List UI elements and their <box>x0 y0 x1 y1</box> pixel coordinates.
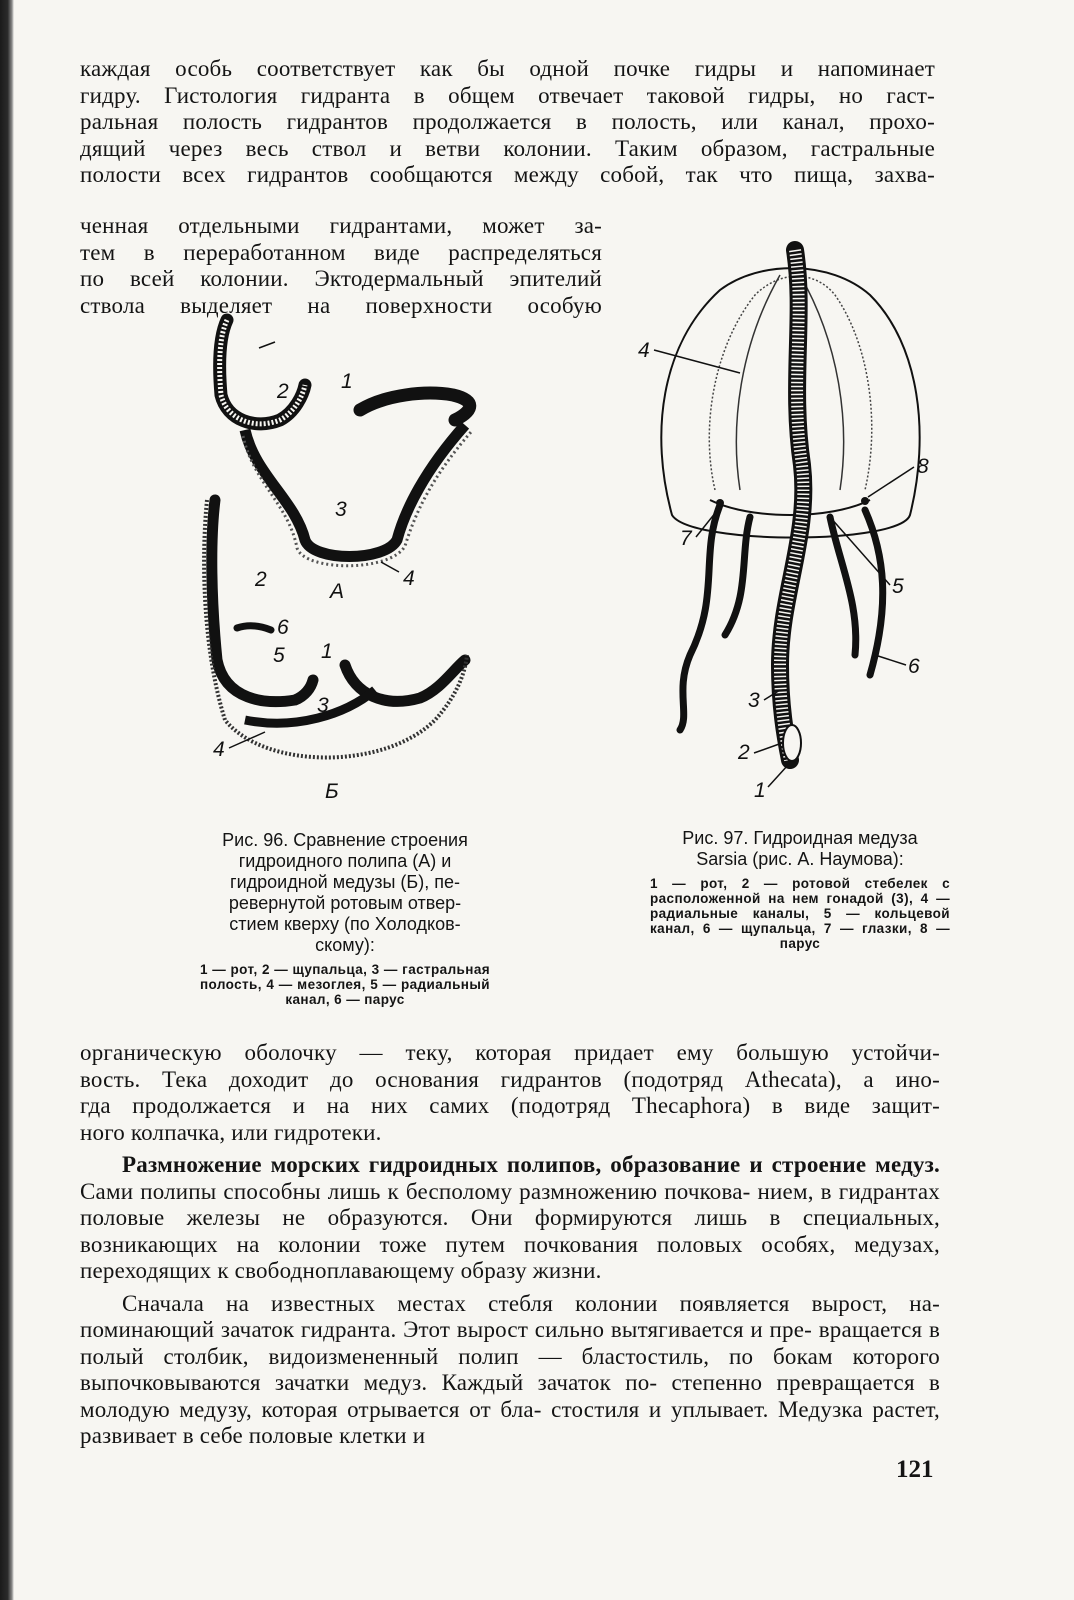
fig97-label: 2 <box>738 741 750 764</box>
fig97-label: 6 <box>908 655 920 678</box>
eye-spot <box>861 497 869 505</box>
top-paragraph <box>80 56 935 189</box>
text-line: нием, в гидрантах половые железы не образуются. Они формируются <box>80 1178 940 1230</box>
caption-line: ревернутой ротовым отвер- <box>228 893 462 913</box>
text-line: по всей колонии. Эктодермальный эпителий <box>80 266 602 291</box>
caption-legend: 1 — рот, 2 — щупальца, 3 — гастральная полость, 4 — мезоглея, 5 — радиальный канал, 6 — парус <box>200 962 490 1007</box>
caption-line: стием кверху (по Холодков- <box>229 914 461 934</box>
text-line: органическую оболочку — теку, которая придает ему большую устойчи- <box>80 1040 940 1065</box>
leader-line <box>754 743 782 753</box>
tentacle <box>830 517 856 655</box>
text-line: жизни. <box>532 1258 602 1283</box>
fig96-section-letter: А <box>330 580 345 603</box>
figure-97-drawing <box>630 235 950 810</box>
fig97-label: 8 <box>917 455 929 478</box>
text-line: половых особях, медузах, переходящих к свободноплавающему образу <box>80 1231 940 1283</box>
section-heading: Размножение морских гидроидных полипов, образование и строение медуз. <box>122 1152 940 1177</box>
text-line: гда продолжается и на них самих (подотряд Thecaphora) в виде защит- <box>80 1093 940 1118</box>
leader-line <box>875 655 906 665</box>
tentacle <box>865 510 883 675</box>
fig96-label: 4 <box>213 738 225 761</box>
eye-spot <box>716 499 724 507</box>
fig97-label: 1 <box>754 779 766 802</box>
caption-line: гидроидного полипа (А) и <box>238 851 452 871</box>
text-line: каждая особь соответствует как бы одной почке гидры и напоминает <box>80 56 935 81</box>
text-line: вращается в полый столбик, видоизмененный полип — бластостиль, по <box>80 1317 941 1369</box>
figure-96 <box>185 300 505 815</box>
text-line: ного колпачка, или гидротеки. <box>80 1119 382 1145</box>
polyp-tentacle-right <box>360 393 470 420</box>
text-line: полости всех гидрантов сообщаются между собой, так что пища, захва- <box>80 162 935 187</box>
paragraph <box>80 1040 940 1146</box>
paragraph <box>80 1291 940 1450</box>
caption-line: Рис. 97. Гидроидная медуза <box>682 828 918 848</box>
radial-canal <box>736 275 780 490</box>
leader-line <box>868 467 914 497</box>
figure-97 <box>630 235 950 810</box>
fig96-label: 2 <box>255 568 267 591</box>
fig96-label: 3 <box>335 498 347 521</box>
fig96-label: 1 <box>341 370 353 393</box>
page-number: 121 <box>896 1456 934 1483</box>
figure-96-drawing <box>185 300 505 815</box>
fig96-label: 3 <box>317 694 329 717</box>
text-line: ствола выделяет на поверхности особую <box>80 292 602 318</box>
paragraph <box>80 1152 940 1285</box>
text-line: гидру. Гистология гидранта в общем отвечает таковой гидры, но гаст- <box>80 82 935 108</box>
text-line: лишь в специальных, возникающих на колонии тоже путем почкования <box>80 1205 940 1257</box>
caption-line: Рис. 96. Сравнение строения <box>222 830 468 850</box>
text-line: бокам которого выпочковываются зачатки медуз. Каждый зачаток по- <box>80 1343 940 1395</box>
text-line: тем в переработанном виде распределяться <box>80 239 602 265</box>
leader-line <box>381 562 399 572</box>
fig97-label: 4 <box>638 339 650 362</box>
fig97-label: 5 <box>892 575 904 598</box>
polyp-body-wall <box>245 425 465 557</box>
fig97-label: 3 <box>748 689 760 712</box>
text-line: степенно превращается в молодую медузу, которая отрывается от бла- <box>80 1370 941 1422</box>
fig97-label: 7 <box>680 527 692 550</box>
text-line: ченная отдельными гидрантами, может за- <box>80 213 602 238</box>
text-line: поминающий зачаток гидранта. Этот вырост сильно вытягивается и пре- <box>80 1317 813 1342</box>
figure-96-caption <box>200 830 490 1007</box>
figure-97-caption <box>650 828 950 951</box>
fig96-label: 1 <box>321 640 333 663</box>
leader-line <box>768 765 788 787</box>
text-line: Сначала на известных местах стебля колонии появляется вырост, на- <box>122 1290 940 1316</box>
text-line: вость. Тека доходит до основания гидрантов (подотряд Athecata), а ино- <box>80 1066 940 1092</box>
leader-line <box>654 350 740 373</box>
mouth-stalk <box>783 725 801 761</box>
leader-line <box>259 342 275 348</box>
caption-line: Sarsia (рис. А. Наумова): <box>696 849 904 869</box>
ring-canal <box>710 500 870 515</box>
fig96-label: 5 <box>273 644 285 667</box>
caption-line: гидроидной медузы (Б), пе- <box>230 872 460 892</box>
fig96-section-letter: Б <box>325 780 339 803</box>
fig96-label: 2 <box>277 380 289 403</box>
text-line: дящий через весь ствол и ветви колонии. Таким образом, гастральные <box>80 135 935 161</box>
caption-legend: 1 — рот, 2 — ротовой стебелек с расположенной на нем гонадой (3), 4 — радиальные каналы, 5 — кольцевой канал, 6 — щупальца, 7 — глазки, 8 — парус <box>650 876 950 951</box>
bottom-text <box>80 1040 940 1456</box>
text-line: Сами полипы способны лишь к бесполому размножению почкова- <box>80 1178 751 1204</box>
page-binding-edge <box>0 0 14 1600</box>
fig96-label: 4 <box>403 567 415 590</box>
text-line: стостиля и уплывает. Медузка растет, развивает в себе половые клетки и <box>80 1396 940 1448</box>
caption-line: скому): <box>315 935 375 955</box>
text-line: ральная полость гидрантов продолжается в полость, или канал, прохо- <box>80 109 935 134</box>
medusa-velum <box>237 626 271 630</box>
fig96-label: 6 <box>277 616 289 639</box>
